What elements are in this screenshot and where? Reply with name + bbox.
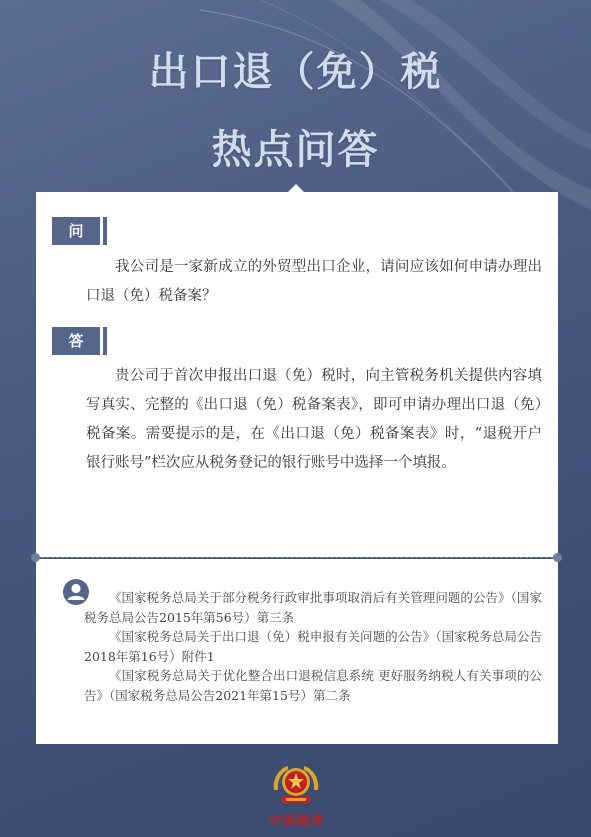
divider-dot-right (553, 553, 562, 562)
answer-label: 答 (52, 327, 100, 355)
card-pointer (288, 184, 304, 192)
page-title-line-2: 热点问答 (211, 127, 380, 173)
question-label: 问 (52, 217, 100, 245)
reference-item: 《国家税务总局关于优化整合出口退税信息系统 更好服务纳税人有关事项的公告》（国家税务总局公告2021年第15号）第二条 (84, 668, 542, 703)
brand-logo: 中国税务 (267, 814, 324, 829)
reference-item: 《国家税务总局关于部分税务行政审批事项取消后有关管理问题的公告》（国家税务总局公告2015年第56号）第三条 (84, 590, 542, 625)
question-text: 我公司是一家新成立的外贸型出口企业，请问应该如何申请办理出口退（免）税备案？ (86, 259, 542, 304)
divider-dot-left (31, 553, 40, 562)
references-list (84, 588, 542, 705)
answer-text: 贵公司于首次申报出口退（免）税时，向主管税务机关提供内容填写真实、完整的《出口退（免）税备案表》，即可申请办理出口退（免）税备案。需要提示的是，在《出口退（免）税备案表》时，“退税开户银行账号”栏次应从税务登记的银行账号中选择一个填报。 (86, 368, 542, 471)
page-title-line-1: 出口退（免）税 (148, 49, 443, 95)
reference-item: 《国家税务总局关于出口退（免）税申报有关问题的公告》（国家税务总局公告2018年第16号）附件1 (84, 629, 542, 664)
dashed-divider (36, 557, 558, 558)
tax-emblem-icon (268, 760, 324, 808)
